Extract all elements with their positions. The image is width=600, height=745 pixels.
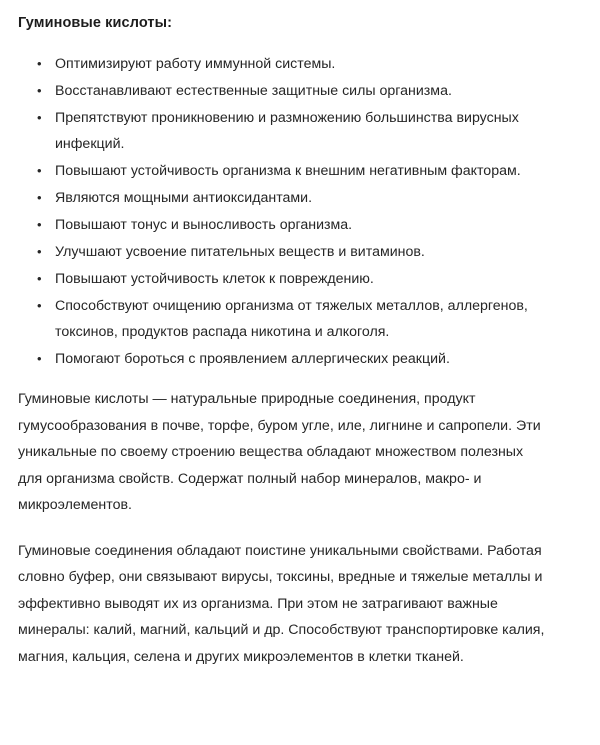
bullet-icon: • [37,83,42,98]
list-item [18,212,545,238]
list-item-label: Повышают тонус и выносливость организма. [55,217,353,233]
list-item-label: Препятствуют проникновению и размножению большинства вирусных инфекций. [55,110,519,152]
list-item [18,239,545,265]
bullet-icon: • [37,163,42,178]
bullet-icon: • [37,190,42,205]
list-item [18,78,545,104]
list-item-label: Помогают бороться с проявлением аллергических реакций. [55,351,450,367]
body-paragraph: Гуминовые кислоты — натуральные природные соединения, продукт гумусообразования в почве, торфе, буром угле, иле, лигнине и сапропели. Эти уникальные по своему строению вещества обладают множеством полезных для организма свойств. Содержат полный набор минералов, макро- и микроэлементов. [18,391,541,513]
list-item [18,51,545,77]
list-item-label: Повышают устойчивость организма к внешним негативным факторам. [55,163,521,179]
list-item-label: Повышают устойчивость клеток к повреждению. [55,271,374,287]
list-item-label: Оптимизируют работу иммунной системы. [55,56,336,72]
list-item [18,266,545,292]
benefits-list [18,51,545,372]
bullet-icon: • [37,271,42,286]
list-item [18,185,545,211]
body-paragraph: Гуминовые соединения обладают поистине уникальными свойствами. Работая словно буфер, они связывают вирусы, токсины, вредные и тяжелые металлы и эффективно выводят их из организма. При этом не затрагивают важные минералы: калий, магний, кальций и др. Способствуют транспортировке калия, магния, кальция, селена и других микроэлементов в клетки тканей. [18,542,545,665]
bullet-icon: • [37,298,42,313]
list-item [18,346,545,372]
bullet-icon: • [37,217,42,232]
bullet-icon: • [37,351,42,366]
list-item [18,105,545,157]
list-item [18,293,545,345]
list-item-label: Восстанавливают естественные защитные силы организма. [55,83,452,99]
list-item [18,158,545,184]
bullet-icon: • [37,56,42,71]
bullet-icon: • [37,244,42,259]
list-item-label: Улучшают усвоение питательных веществ и витаминов. [55,244,425,260]
list-item-label: Способствуют очищению организма от тяжелых металлов, аллергенов, токсинов, продуктов распада никотина и алкоголя. [55,298,528,340]
bullet-icon: • [37,110,42,125]
page-title: Гуминовые кислоты: [18,15,173,31]
list-item-label: Являются мощными антиоксидантами. [55,190,313,206]
